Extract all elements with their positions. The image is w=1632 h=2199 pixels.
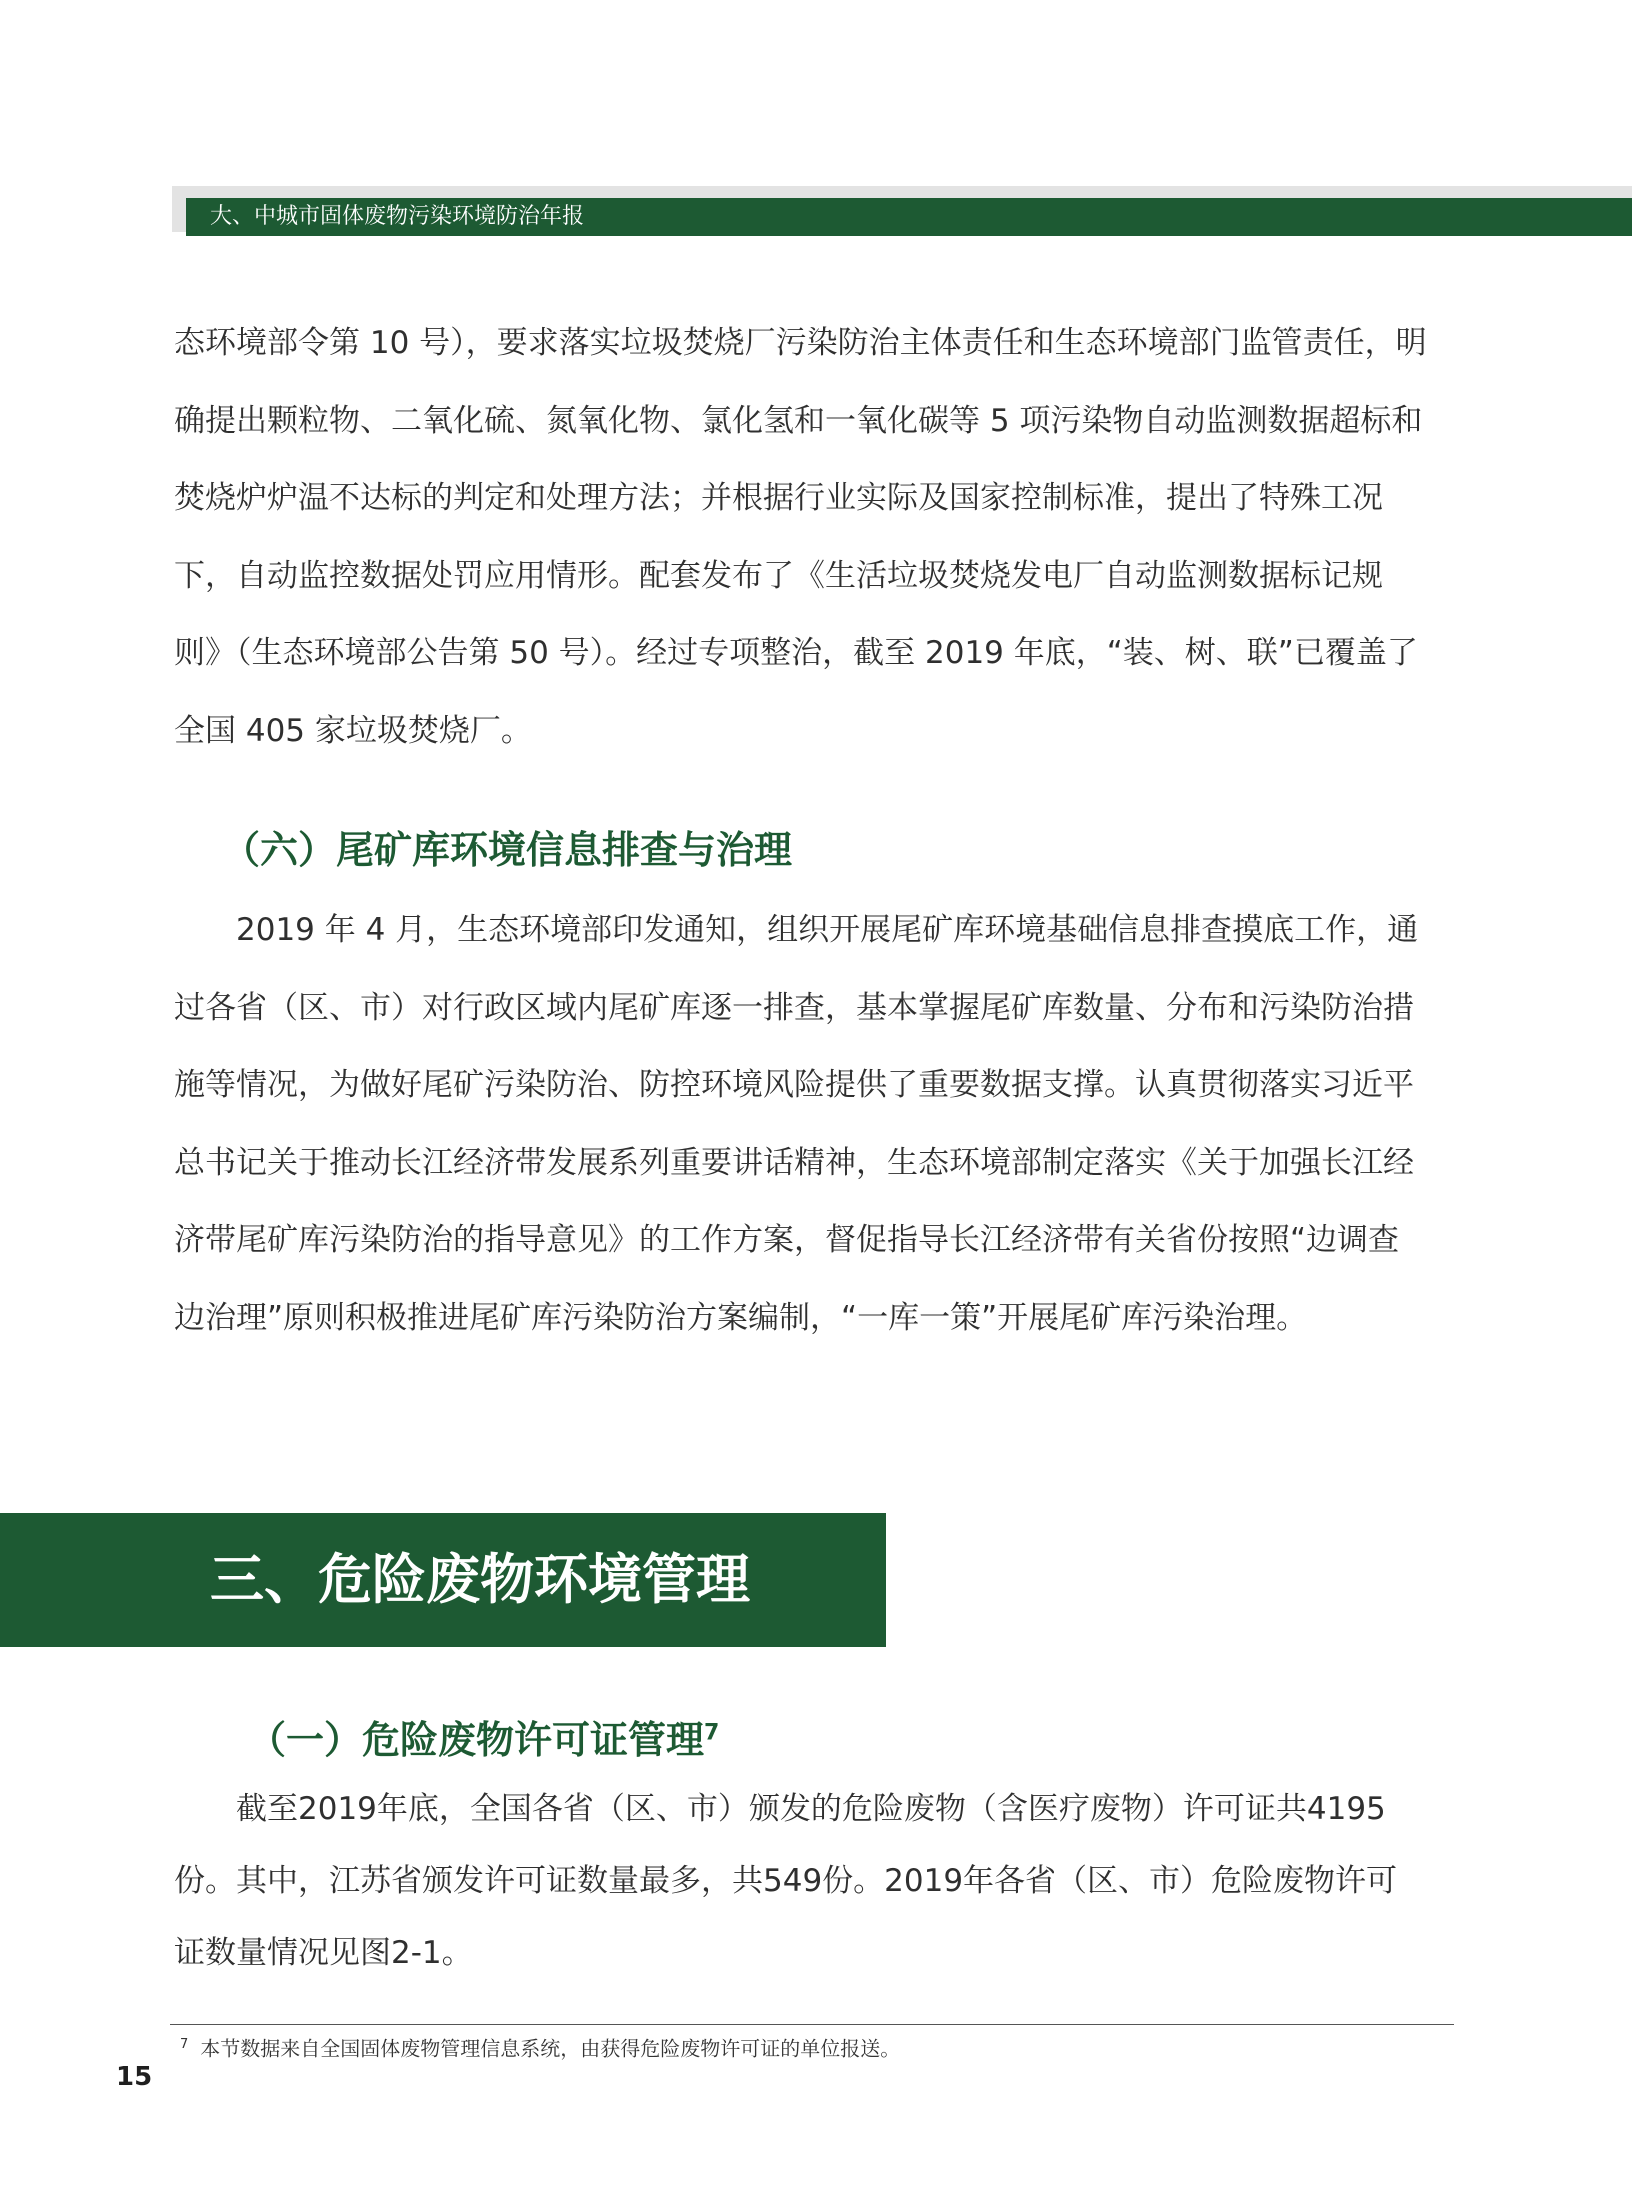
footnote-mark: 7 [180, 2037, 189, 2052]
subsection-heading-license-text: （一）危险废物许可证管理 [248, 1718, 705, 1762]
section-title-hazardous-waste: 三、危险废物环境管理 [210, 1548, 750, 1611]
running-header-title: 大、中城市固体废物污染环境防治年报 [210, 204, 585, 229]
paragraph-incineration: 态环境部令第 10 号），要求落实垃圾焚烧厂污染防治主体责任和生态环境部门监管责任，明确提出颗粒物、二氧化硫、氮氧化物、氯化氢和一氧化碳等 5 项污染物自动监测数据超标和焚烧炉炉温不达标的判定和处理方法；并根据行业实际及国家控制标准，提出了特殊工况下，自动监控数据处罚应用情形。配套发布了《生活垃圾焚烧发电厂自动监测数据标记规则》（生态环境部公告第 50 号）。经过专项整治，截至 2019 年底，“装、树、联”已覆盖了全国 405 家垃圾焚烧厂。 [174, 325, 1427, 749]
page-number: 15 [116, 2062, 153, 2092]
footnote-divider [170, 2024, 1454, 2025]
footnote [180, 2030, 900, 2064]
subsection-heading-tailings: （六）尾矿库环境信息排查与治理 [222, 828, 793, 872]
footnote-reference[interactable]: 7 [704, 1720, 720, 1746]
paragraph-tailings: 2019 年 4 月，生态环境部印发通知，组织开展尾矿库环境基础信息排查摸底工作，通过各省（区、市）对行政区域内尾矿库逐一排查，基本掌握尾矿库数量、分布和污染防治措施等情况，为做好尾矿污染防治、防控环境风险提供了重要数据支撑。认真贯彻落实习近平总书记关于推动长江经济带发展系列重要讲话精神，生态环境部制定落实《关于加强长江经济带尾矿库污染防治的指导意见》的工作方案，督促指导长江经济带有关省份按照“边调查边治理”原则积极推进尾矿库污染防治方案编制，“一库一策”开展尾矿库污染治理。 [174, 912, 1419, 1336]
paragraph-license: 截至2019年底，全国各省（区、市）颁发的危险废物（含医疗废物）许可证共4195份。其中，江苏省颁发许可证数量最多，共549份。2019年各省（区、市）危险废物许可证数量情况见图2-1。 [174, 1791, 1398, 1971]
subsection-heading-license [248, 1710, 719, 1770]
footnote-text: 本节数据来自全国固体废物管理信息系统，由获得危险废物许可证的单位报送。 [200, 2036, 901, 2061]
